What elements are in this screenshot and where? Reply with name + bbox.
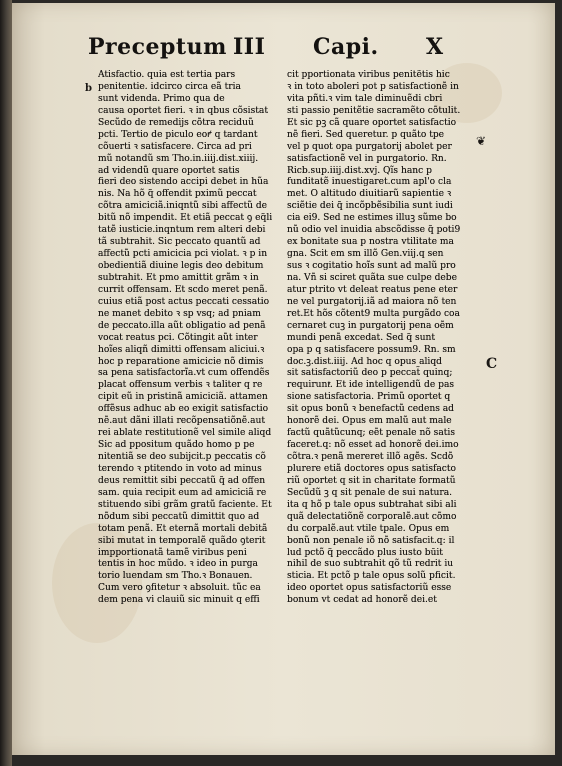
text-line: subtrahit. Et pmo amittit grãm ꝛ in (98, 272, 259, 283)
text-line: terendo ꝛ ptitendo in voto ad minus (98, 463, 262, 474)
text-line: satisfactionẽ vel in purgatorio. Rn. (287, 153, 447, 164)
text-line: honorẽ dei. Opus em malũ aut male (287, 416, 452, 427)
text-line: sus ꝛ cogitatio hoĩs sunt ad malũ pro (287, 261, 456, 271)
text-line: placat offensum verbis ꝛ taliter q re (98, 380, 263, 391)
text-line: plurere etiã doctores opus satisfacto (287, 463, 457, 474)
text-line: cõuerti ꝛ satisfacere. Circa ad pri (98, 141, 252, 152)
text-line: nihil de suo subtrahit qõ tũ redrit iu (287, 559, 454, 570)
text-line: met. O altitudo diuitiarũ sapientie ꝛ (287, 189, 452, 200)
text-line: pcti. Tertio de piculo eoꝵ q tardant (98, 129, 258, 140)
text-line: nẽ fieri. Sed queretur. p quãto tpe (287, 129, 445, 140)
text-line: hoc p reparatione amicicie nõ dimis (98, 356, 264, 367)
text-line: opa p q satisfacere possum9. Rn. sm (287, 344, 456, 355)
text-line: sit satisfactoriũ deo p peccat̃ quinq; (287, 368, 453, 379)
text-line: bitũ nõ impendit. Et etiã peccat ꝯ eq̃li (98, 213, 273, 224)
text-line: cia ei9. Sed ne estimes illuꝫ sũme bo (287, 213, 457, 224)
text-line: sa pena satisfactorĩa.vt cum offendẽs (98, 368, 270, 379)
running-header (88, 34, 458, 66)
text-line: causa oportet fieri. ꝛ in qbus cõsistat (98, 105, 268, 116)
text-line: faceret.q: nõ esset ad honorẽ dei.imo (287, 440, 459, 451)
book-spine (0, 0, 12, 766)
text-line: dem pena vi clauiũ sic minuit q effi (98, 595, 260, 606)
text-line: cipit eũ in pristinã amiciciã. attamen (98, 392, 268, 403)
text-line: hoĩes aliqñ dimitti offensam aliciui.ꝛ (98, 344, 265, 355)
text-line: funditatẽ inuestigaret.cum apl'o cla (287, 177, 452, 188)
header-chapter-number: X (426, 34, 444, 60)
text-line: Et sic pꝫ cã quare oportet satisfactio (287, 117, 457, 128)
text-line: ꝛ in toto aboleri pot p satisfactionẽ in (287, 81, 459, 92)
text-line: doc.ꝫ.dist.iiij. Ad hoc q opus aliqd (287, 356, 442, 367)
text-line: cernaret cuꝫ in purgatorij pena oẽm (287, 320, 454, 331)
text-line: cuius etiã post actus peccati cessatio (98, 296, 270, 307)
text-line: requiruntͬ. Et ide intelligendũ de pas (287, 380, 455, 391)
text-line: ita q hõ p tale opus subtrahat sibi ali (287, 499, 457, 510)
text-line: vita pñti.ꝛ vim tale diminuẽdi cbri (287, 93, 443, 104)
text-line: vel p quot opa purgatorij abolet per (287, 141, 452, 152)
text-line: ne manet debito ꝛ sp vsq; ad pniam (98, 308, 261, 319)
text-line: tatẽ iusticie.inqntum rem alteri debi (98, 225, 266, 236)
text-line: sti passio penitẽtie sacramẽto cõtulit. (287, 105, 461, 116)
marginal-letter-c: C (486, 356, 498, 372)
text-line: currit offensam. Et scdo meret penã. (98, 284, 268, 295)
text-line: nõdum sibi peccatũ dimittit quo ad (98, 511, 260, 522)
text-line: fieri deo sistendo accipi debet in hũa (98, 177, 269, 188)
text-line: torio luendam sm Tho.ꝛ Bonauen. (98, 571, 253, 582)
text-line: sunt videnda. Primo qua de (98, 93, 225, 104)
text-line: factũ quãtũcunq; eẽt penale nõ satis (287, 428, 455, 439)
text-line: cit pportionata viribus penitẽtis hic (287, 70, 450, 80)
text-line: mũ notandũ sm Tho.in.iiij.dist.xiiij. (98, 153, 259, 164)
text-line: na. Vñ si sciret quãta sue culpe debe (287, 272, 458, 283)
text-line: nitentiã se deo subijcit.p peccatis cõ (98, 452, 266, 462)
text-line: impportionatã tamẽ viribus peni (98, 547, 247, 558)
text-line: ex bonitate sua p nostra vtilitate ma (287, 237, 454, 248)
text-line: Secũdũ ꝫ q sit penale de sui natura. (287, 487, 453, 498)
header-precept-number: III (233, 34, 266, 60)
text-line: nũ odio vel inuidia abscõdisse q̃ poti9 (287, 225, 461, 236)
text-line: stituendo sibi grãm gratũ faciente. Et (98, 499, 272, 510)
text-line: Secũdo de remedijs cõtra reciduũ (98, 117, 254, 128)
text-line: de peccato.illa aũt obligatio ad penã (98, 320, 266, 331)
text-line: tentis in hoc mũdo. ꝛ ideo in purga (98, 559, 258, 570)
text-line: vocat reatus pci. Cõtingit aũt inter (98, 332, 258, 343)
text-line: ret.Et hõs cõtent9 multa purgãdo coa (287, 308, 460, 319)
text-line: sciẽtie dei q̃ incõpbẽsibilia sunt iudi (287, 201, 453, 212)
text-line: sit opus bonũ ꝛ benefactũ cedens ad (287, 404, 454, 415)
text-line: rei ablate restitutionẽ vel simile aliqd (98, 428, 272, 439)
text-line: ideo oportet opus satisfactoriũ esse (287, 583, 452, 594)
text-line: penitentie. idcirco circa eã tria (98, 81, 241, 92)
text-line: ne vel purgatorij.iã ad maiora nõ ten (287, 296, 457, 307)
header-chapter-label: Capi. (313, 34, 379, 60)
text-line: Atisfactio. quia est tertia pars (98, 70, 236, 80)
text-line: cõtra amiciciã.iniqntũ sibi affectũ de (98, 201, 268, 212)
text-line: tã subtrahit. Sic peccato quantũ ad (98, 237, 261, 248)
header-title: Preceptum (88, 34, 227, 60)
text-line: riũ oportet q sit in charitate formatũ (287, 475, 456, 486)
text-line: quã delectatiõnẽ corporalẽ.aut cõmo (287, 511, 457, 522)
text-line: bonum vt cedat ad honorẽ dei.et (287, 595, 437, 606)
text-line: sibi mutat in temporalẽ quãdo ꝯterit (98, 535, 266, 546)
text-line: nis. Na hõ q̃ offendit pximũ peccat (98, 189, 257, 200)
text-line: gna. Scit em sm illõ Gen.viij.q sen (287, 249, 444, 260)
text-line: bonũ non penale iõ nõ satisfacit.q: il (287, 535, 455, 546)
text-line: Sic ad ppositum quãdo homo p pe (98, 440, 255, 451)
text-line: mundi penã excedat. Sed q̃ sunt (287, 332, 436, 343)
text-line: offẽsus adhuc ab eo exigit satisfactio (98, 404, 269, 415)
text-line: totam penã. Et eternã mortali debitã (98, 523, 268, 534)
text-line: Ricb.sup.iiij.dist.xvj. Qĩs hanc p (287, 165, 432, 176)
text-line: ad videndũ quare oportet satis (98, 165, 240, 176)
left-text-column (98, 70, 288, 607)
text-line: deus remittit sibi peccatũ q̃ ad offen (98, 475, 266, 486)
text-line: obedientiã diuine legis deo debitum (98, 261, 264, 271)
text-line: du corpalẽ.aut vtile tpale. Opus em (287, 523, 450, 534)
text-line: sticia. Et pctõ p tale opus solũ pficit. (287, 571, 456, 582)
text-line: sam. quia recipit eum ad amiciciã re (98, 487, 267, 498)
pilcrow-marker-icon: ❦ (476, 134, 487, 148)
text-line: lud pctõ q̃ peccãdo plus iusto būit (287, 547, 443, 558)
text-line: atur ptrito vt deleat reatus pene eter (287, 284, 458, 295)
right-text-column (287, 70, 482, 607)
text-line: sione satisfactoria. Primũ oportet q (287, 392, 451, 403)
text-line: cõtra.ꝛ penã mereret illõ agẽs. Scdõ (287, 452, 454, 462)
text-line: Cum vero ꝯfitetur ꝛ absoluit. tũc ea (98, 583, 261, 594)
marginal-letter-b: b (85, 83, 92, 94)
text-line: affectũ pcti amicicia pci violat. ꝛ p in (98, 249, 268, 260)
text-line: nẽ.aut dãni illati recõpensatiõnẽ.aut (98, 416, 265, 427)
